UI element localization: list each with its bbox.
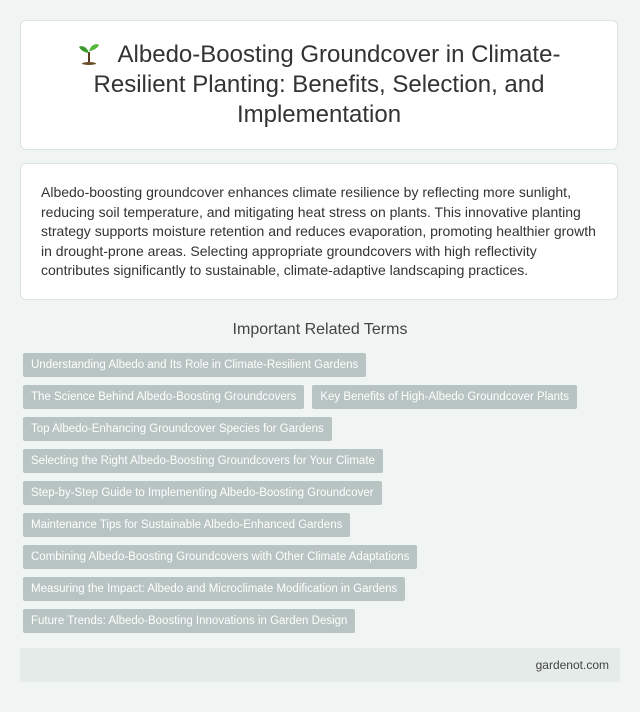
related-term-tag[interactable]: Measuring the Impact: Albedo and Microclimate Modification in Gardens: [23, 577, 405, 601]
related-term-tag[interactable]: Selecting the Right Albedo-Boosting Groundcovers for Your Climate: [23, 449, 383, 473]
tag-row: [23, 385, 623, 417]
tag-row: [23, 481, 623, 513]
summary-card: [20, 163, 618, 300]
related-term-tag[interactable]: Step-by-Step Guide to Implementing Albedo-Boosting Groundcover: [23, 481, 382, 505]
summary-text: Albedo-boosting groundcover enhances climate resilience by reflecting more sunlight, reducing soil temperature, and mitigating heat stress on plants. This innovative planting strategy supports moisture retention and reduces evaporation, promoting healthier growth in drought-prone areas. Selecting appropriate groundcovers with high reflectivity contributes significantly to sustainable, climate-adaptive landscaping practices.: [41, 184, 596, 278]
related-term-tag[interactable]: Key Benefits of High-Albedo Groundcover Plants: [312, 385, 577, 409]
related-term-tag[interactable]: Top Albedo-Enhancing Groundcover Species for Gardens: [23, 417, 332, 441]
footer: [20, 648, 620, 682]
tag-row: [23, 353, 623, 385]
tag-row: [23, 577, 623, 609]
related-term-tag[interactable]: Future Trends: Albedo-Boosting Innovations in Garden Design: [23, 609, 355, 633]
related-term-tag[interactable]: Maintenance Tips for Sustainable Albedo-Enhanced Gardens: [23, 513, 350, 537]
page-title: [49, 40, 589, 130]
title-card: [20, 20, 618, 150]
related-term-tag[interactable]: Combining Albedo-Boosting Groundcovers with Other Climate Adaptations: [23, 545, 417, 569]
footer-site-link[interactable]: gardenot.com: [535, 658, 609, 672]
tag-row: [23, 449, 623, 481]
seedling-icon: [78, 41, 100, 65]
tag-row: [23, 609, 623, 641]
tag-row: [23, 513, 623, 545]
related-term-tag[interactable]: Understanding Albedo and Its Role in Climate-Resilient Gardens: [23, 353, 366, 377]
related-terms-list: [23, 353, 623, 641]
related-term-tag[interactable]: The Science Behind Albedo-Boosting Groundcovers: [23, 385, 304, 409]
page-title-text: Albedo-Boosting Groundcover in Climate-Resilient Planting: Benefits, Selection, and Implementation: [93, 41, 561, 128]
tag-row: [23, 417, 623, 449]
tag-row: [23, 545, 623, 577]
related-terms-heading: Important Related Terms: [232, 321, 408, 338]
